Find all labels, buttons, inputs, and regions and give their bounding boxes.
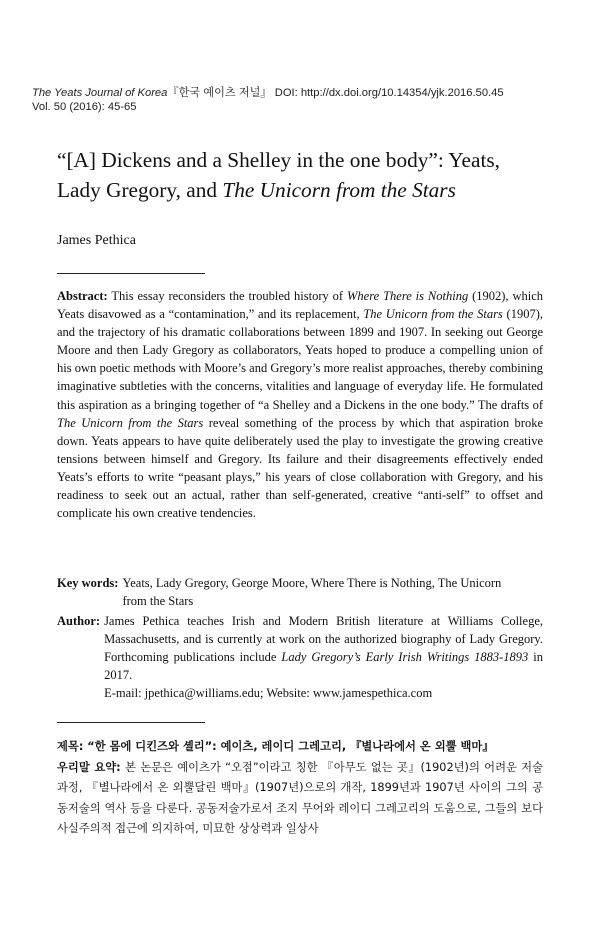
abstract (57, 287, 543, 522)
title-line-2-plain: Lady Gregory, and (57, 178, 223, 202)
journal-header (32, 84, 504, 100)
korean-summary (57, 758, 543, 840)
abstract-text: (1902), which Yeats disavowed as a “contamination,” and its replacement, (57, 289, 544, 322)
author-bio: James Pethica teaches Irish and Modern British literature at Williams College, Massachusetts, and is currently at work on the authorized biography of Lady Gregory. Forthcoming publications include (104, 614, 543, 665)
abstract-italic: Where There is Nothing (347, 289, 469, 303)
keywords-value (122, 574, 543, 610)
volume-info: Vol. 50 (2016): 45-65 (32, 101, 137, 113)
abstract-label: Abstract: (57, 289, 108, 303)
keywords-line-2: from the Stars (122, 594, 194, 609)
korean-summary-text: 본 논문은 예이츠가 “오점”이라고 칭한 『아무도 없는 곳』(1902년)의 어려운 저술과정, 『별나라에서 온 외뿔달린 백마』(1907년)으로의 개작, 1899년과 1907년 사이의 그의 공동저술의 역사 등을 다룬다. 공동저술가로서 조지 무어와 레이디 그레고리의 도움으로, 그들의 보다 사실주의적 접근에 의지하여, 미묘한 상상력과 일상사 (57, 760, 544, 835)
author-bio: in 2017. (104, 650, 543, 683)
title-line-2 (57, 175, 577, 205)
author-bio-italic: Lady Gregory’s Early Irish Writings 1883-1893 (281, 650, 529, 665)
author-info-label: Author: (57, 614, 101, 628)
author-info-value (104, 612, 543, 702)
abstract-text: (1907), and the trajectory of his dramatic collaborations between 1899 and 1907. In seeking out George Moore and then Lady Gregory as collaborators, Yeats hoped to produce a compelling union of his own poetic methods with Moore’s and Gregory’s more realist approaches, thereby combining imaginative subtleties with the concerns, vitalities and language of everyday life. He formulated this aspiration as a bringing together of “a Shelley and a Dickens in the one body.” The drafts of (57, 307, 543, 412)
keywords (57, 574, 543, 610)
abstract-italic: The Unicorn from the Stars (363, 307, 503, 322)
divider (57, 722, 205, 723)
journal-name: The Yeats Journal of Korea (32, 87, 168, 99)
keywords-line-1: Yeats, Lady Gregory, George Moore, Where There is Nothing, The Unicorn (122, 576, 502, 590)
title-line-1: “[A] Dickens and a Shelley in the one body”: Yeats, (57, 148, 500, 172)
korean-title (57, 737, 543, 758)
korean-abstract (57, 737, 543, 840)
abstract-text: reveal something of the process by which that aspiration broke down. Yeats appears to have quite deliberately used the play to investigate the growing creative tensions between himself and Gregory. Its failure and their disagreements effectively ended Yeats’s efforts to write “peasant plays,” his years of close collaboration with Gregory, and his readiness to seek out an actual, rather than self-generated, creative “anti-self” to offset and complicate his own creative tendencies. (57, 415, 543, 521)
article-title (57, 145, 577, 205)
abstract-italic: The Unicorn from the Stars (57, 415, 204, 430)
journal-korean-name: 『한국 예이츠 저널』 (167, 87, 272, 99)
divider (57, 273, 205, 274)
keywords-label: Key words: (57, 576, 119, 590)
korean-summary-label: 우리말 요약: (57, 760, 121, 774)
author-contact: E-mail: jpethica@williams.edu; Website: www.jamespethica.com (104, 686, 433, 701)
author-name: James Pethica (57, 233, 136, 248)
korean-title-text: 제목: “한 몸에 디킨즈와 셸리”: 예이츠, 레이디 그레고리, 『별나라에서 온 외뿔 백마』 (57, 740, 494, 753)
abstract-text: This essay reconsiders the troubled history of (107, 289, 347, 303)
author-info (57, 612, 543, 702)
title-line-2-italic: The Unicorn from the Stars (222, 178, 456, 202)
doi-text: DOI: http://dx.doi.org/10.14354/yjk.2016.50.45 (271, 87, 504, 99)
